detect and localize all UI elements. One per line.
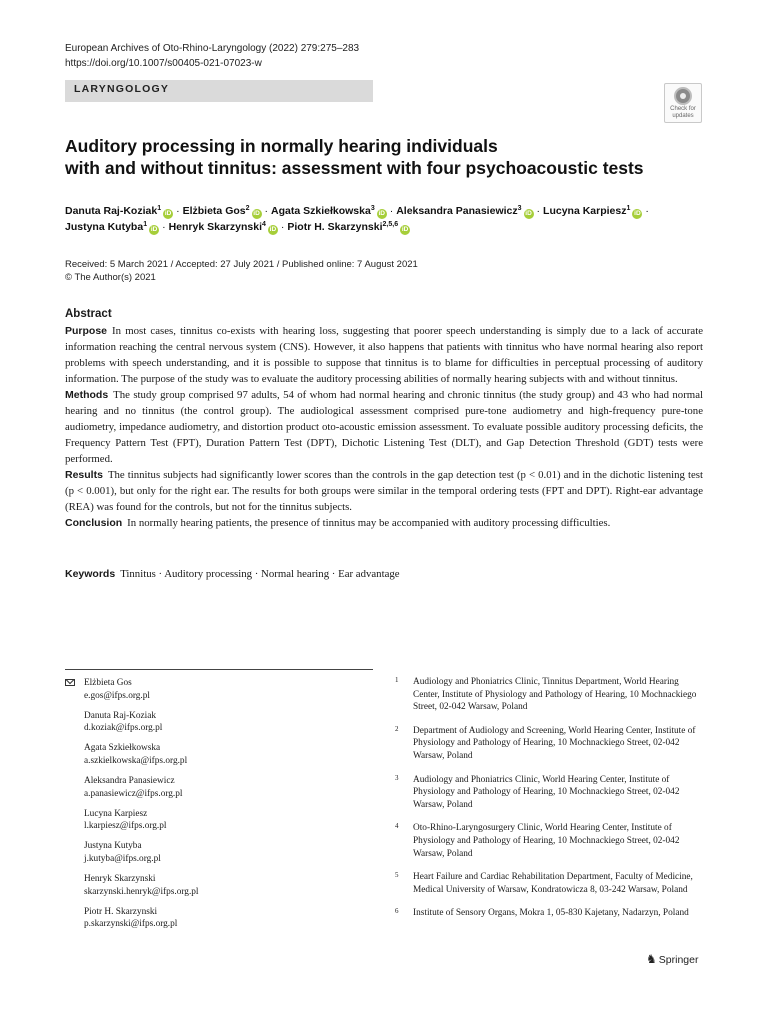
abstract-section bbox=[65, 306, 703, 531]
author-affiliation-sup: 2 bbox=[245, 205, 250, 212]
author[interactable] bbox=[169, 221, 278, 233]
contact-name: Justyna Kutyba bbox=[84, 841, 142, 852]
contact-email[interactable]: j.kutyba@ifps.org.pl bbox=[84, 854, 161, 865]
orcid-icon[interactable]: iD bbox=[253, 210, 260, 217]
section-label: LARYNGOLOGY bbox=[74, 83, 170, 95]
author-separator: · bbox=[645, 205, 649, 217]
affiliation-entry bbox=[395, 774, 705, 812]
keywords-text: Tinnitus · Auditory processing · Normal hearing · Ear advantage bbox=[120, 568, 400, 580]
contact-email[interactable]: skarzynski.henryk@ifps.org.pl bbox=[84, 886, 199, 897]
springer-horse-icon: ♞ bbox=[646, 952, 657, 966]
author-name: Agata Szkiełkowska bbox=[271, 205, 371, 217]
orcid-icon[interactable]: iD bbox=[150, 226, 158, 233]
contact-entry bbox=[65, 906, 375, 931]
copyright-line: © The Author(s) 2021 bbox=[65, 272, 156, 283]
journal-header bbox=[65, 41, 359, 71]
affiliation-text: Department of Audiology and Screening, World Hearing Center, Institute of Physiology and Pathology of Hearing, 10 Mochnackiego Street, 02-042 Warsaw, Poland bbox=[413, 725, 696, 761]
conclusion-text: In normally hearing patients, the presence of tinnitus may be accompanied with auditory processing difficulties. bbox=[127, 517, 611, 529]
purpose-label: Purpose bbox=[65, 325, 108, 337]
affiliation-number: 3 bbox=[395, 773, 399, 782]
affiliation-entry bbox=[395, 871, 705, 896]
author-name: Justyna Kutyba bbox=[65, 221, 144, 233]
affiliation-text: Audiology and Phoniatrics Clinic, World Hearing Center, Institute of Physiology and Pathology of Hearing, 10 Mochnackiego Street, 02-042 Warsaw, Poland bbox=[413, 774, 680, 810]
orcid-icon[interactable]: iD bbox=[164, 210, 172, 217]
check-updates-line2: updates bbox=[672, 112, 694, 119]
author-name: Lucyna Karpiesz bbox=[543, 205, 627, 217]
abstract-heading: Abstract bbox=[65, 308, 112, 320]
contact-email[interactable]: a.panasiewicz@ifps.org.pl bbox=[84, 788, 183, 799]
conclusion-label: Conclusion bbox=[65, 517, 123, 529]
author-name: Elżbieta Gos bbox=[182, 205, 246, 217]
abstract-methods bbox=[65, 387, 703, 467]
contact-name: Aleksandra Panasiewicz bbox=[84, 776, 175, 787]
contact-entry bbox=[65, 808, 375, 833]
contact-entry bbox=[65, 710, 375, 735]
author-name: Aleksandra Panasiewicz bbox=[396, 205, 518, 217]
author-affiliation-sup: 3 bbox=[370, 205, 375, 212]
contact-email[interactable]: p.skarzynski@ifps.org.pl bbox=[84, 919, 178, 930]
author-separator: · bbox=[280, 221, 285, 233]
contact-entry bbox=[65, 677, 375, 702]
author-affiliation-sup: 1 bbox=[626, 205, 631, 212]
publisher-logo bbox=[646, 952, 698, 966]
author-separator: · bbox=[162, 221, 166, 233]
results-label: Results bbox=[65, 469, 103, 481]
publisher-name: Springer bbox=[658, 954, 699, 966]
author[interactable] bbox=[543, 205, 642, 217]
affiliation-text: Oto-Rhino-Laryngosurgery Clinic, World Hearing Center, Institute of Physiology and Pathology of Hearing, 10 Mochnackiego Street, 02-042 Warsaw, Poland bbox=[413, 823, 680, 859]
results-text: The tinnitus subjects had significantly lower scores than the controls in the gap detection test (p < 0.01) and in the dichotic listening test (p < 0.001), but only for the right ear. The results for both groups were similar in the temporal ordering tests (FPT and DPT). Right-ear advantage (REA) was found for the controls, but not for the tinnitus subjects. bbox=[65, 469, 703, 513]
abstract-purpose bbox=[65, 323, 703, 387]
publication-dates bbox=[65, 258, 418, 284]
affiliation-number: 1 bbox=[395, 676, 399, 684]
author-separator: · bbox=[264, 205, 269, 217]
contact-name: Henryk Skarzynski bbox=[84, 874, 156, 885]
affiliation-entry bbox=[395, 907, 705, 920]
contact-entry bbox=[65, 840, 375, 865]
dates-line: Received: 5 March 2021 / Accepted: 27 July 2021 / Published online: 7 August 2021 bbox=[65, 259, 418, 270]
keywords-section bbox=[65, 567, 703, 581]
check-updates-icon bbox=[674, 87, 692, 105]
journal-citation: European Archives of Oto-Rhino-Laryngology (2022) 279:275–283 bbox=[65, 43, 360, 54]
doi-link[interactable]: https://doi.org/10.1007/s00405-021-07023-w bbox=[65, 58, 262, 69]
contact-name: Piotr H. Skarzynski bbox=[84, 906, 158, 917]
orcid-icon[interactable]: iD bbox=[378, 210, 385, 217]
contact-email[interactable]: d.koziak@ifps.org.pl bbox=[84, 723, 163, 734]
affiliation-entry bbox=[395, 822, 705, 860]
affiliation-text: Institute of Sensory Organs, Mokra 1, 05-830 Kajetany, Nadarzyn, Poland bbox=[413, 908, 689, 919]
author[interactable] bbox=[65, 221, 159, 233]
abstract-conclusion bbox=[65, 515, 703, 531]
contact-list bbox=[65, 677, 375, 939]
title-line-1: Auditory processing in normally hearing individuals bbox=[65, 136, 498, 156]
author-affiliation-sup: 4 bbox=[261, 221, 266, 228]
contact-name: Agata Szkiełkowska bbox=[84, 743, 161, 754]
affiliation-text: Heart Failure and Cardiac Rehabilitation Department, Faculty of Medicine, Medical University of Warsaw, Kondratowicza 8, 03-242 Warsaw, Poland bbox=[413, 872, 693, 895]
methods-text: The study group comprised 97 adults, 54 of whom had normal hearing and chronic tinnitus (the study group) and 43 who had normal hearing and no tinnitus (the control group). The audiological assessment comprised pure-tone audiometry and high-frequency pure-tone audiometry, impedance audiometry, and distortion product oto-acoustic emission assessment. To evaluate possible auditory processing deficits, the Frequency Pattern Test (FPT), Duration Pattern Test (DPT), Dichotic Listening Test (DLT), and Gap Detection Threshold (GDT) tests were performed. bbox=[65, 389, 703, 465]
author-separator: · bbox=[536, 205, 541, 217]
affiliation-entry bbox=[395, 725, 705, 763]
author-separator: · bbox=[176, 205, 180, 217]
affiliation-list bbox=[395, 676, 705, 931]
abstract-results bbox=[65, 467, 703, 515]
contact-email[interactable]: a.szkielkowska@ifps.org.pl bbox=[84, 755, 188, 766]
orcid-icon[interactable]: iD bbox=[634, 210, 641, 217]
orcid-icon[interactable]: iD bbox=[269, 226, 277, 233]
contact-email[interactable]: l.karpiesz@ifps.org.pl bbox=[84, 821, 167, 832]
affiliation-number: 2 bbox=[395, 724, 399, 733]
contact-email[interactable]: e.gos@ifps.org.pl bbox=[84, 690, 150, 701]
author-separator: · bbox=[389, 205, 394, 217]
purpose-text: In most cases, tinnitus co-exists with hearing loss, suggesting that poorer speech understanding is simply due to a lack of accurate information reaching the central nervous system (CNS). However, it also happens that patients with tinnitus who have normal hearing also report problems with speech understanding, and it is possible to suppose that tinnitus is to blame for difficulties in perceptual processing of auditory information. The purpose of the study was to evaluate the auditory processing abilities of normally hearing subjects with and without tinnitus. bbox=[65, 325, 703, 385]
author-affiliation-sup: 1 bbox=[157, 205, 162, 212]
methods-label: Methods bbox=[65, 389, 109, 401]
orcid-icon[interactable]: iD bbox=[525, 210, 532, 217]
contact-name: Elżbieta Gos bbox=[84, 678, 132, 688]
section-banner bbox=[65, 80, 373, 102]
affiliation-number: 6 bbox=[395, 907, 399, 916]
author[interactable] bbox=[183, 205, 262, 217]
author-name: Piotr H. Skarzynski bbox=[287, 221, 383, 233]
affiliation-entry bbox=[395, 676, 705, 714]
check-updates-line1: Check for bbox=[670, 106, 696, 112]
footnote-divider bbox=[65, 669, 373, 670]
article-title bbox=[65, 135, 705, 179]
affiliation-number: 4 bbox=[395, 822, 399, 831]
check-for-updates-badge[interactable] bbox=[664, 83, 702, 123]
author[interactable] bbox=[396, 205, 533, 217]
author-affiliation-sup: 3 bbox=[517, 205, 522, 212]
author[interactable] bbox=[287, 221, 410, 233]
contact-entry bbox=[65, 873, 375, 898]
orcid-icon[interactable]: iD bbox=[401, 226, 409, 233]
affiliation-text: Audiology and Phoniatrics Clinic, Tinnitus Department, World Hearing Center, Institute of Physiology and Pathology of Hearing, 10 Mochnackiego Street, 02-042 Warsaw, Poland bbox=[413, 677, 697, 713]
author-name: Danuta Raj-Koziak bbox=[65, 205, 158, 217]
contact-entry bbox=[65, 742, 375, 767]
author[interactable] bbox=[271, 205, 387, 217]
author[interactable] bbox=[65, 205, 173, 217]
envelope-icon bbox=[65, 679, 75, 686]
contact-entry bbox=[65, 775, 375, 800]
title-line-2: with and without tinnitus: assessment with four psychoacoustic tests bbox=[65, 158, 644, 178]
author-affiliation-sup: 1 bbox=[143, 221, 148, 228]
author-name: Henryk Skarzynski bbox=[168, 221, 262, 233]
keywords-label: Keywords bbox=[65, 568, 116, 580]
contact-name: Danuta Raj-Koziak bbox=[84, 710, 157, 721]
author-list bbox=[65, 203, 705, 235]
author-affiliation-sup: 2,5,6 bbox=[382, 221, 399, 228]
contact-name: Lucyna Karpiesz bbox=[84, 808, 148, 819]
affiliation-number: 5 bbox=[395, 871, 399, 880]
